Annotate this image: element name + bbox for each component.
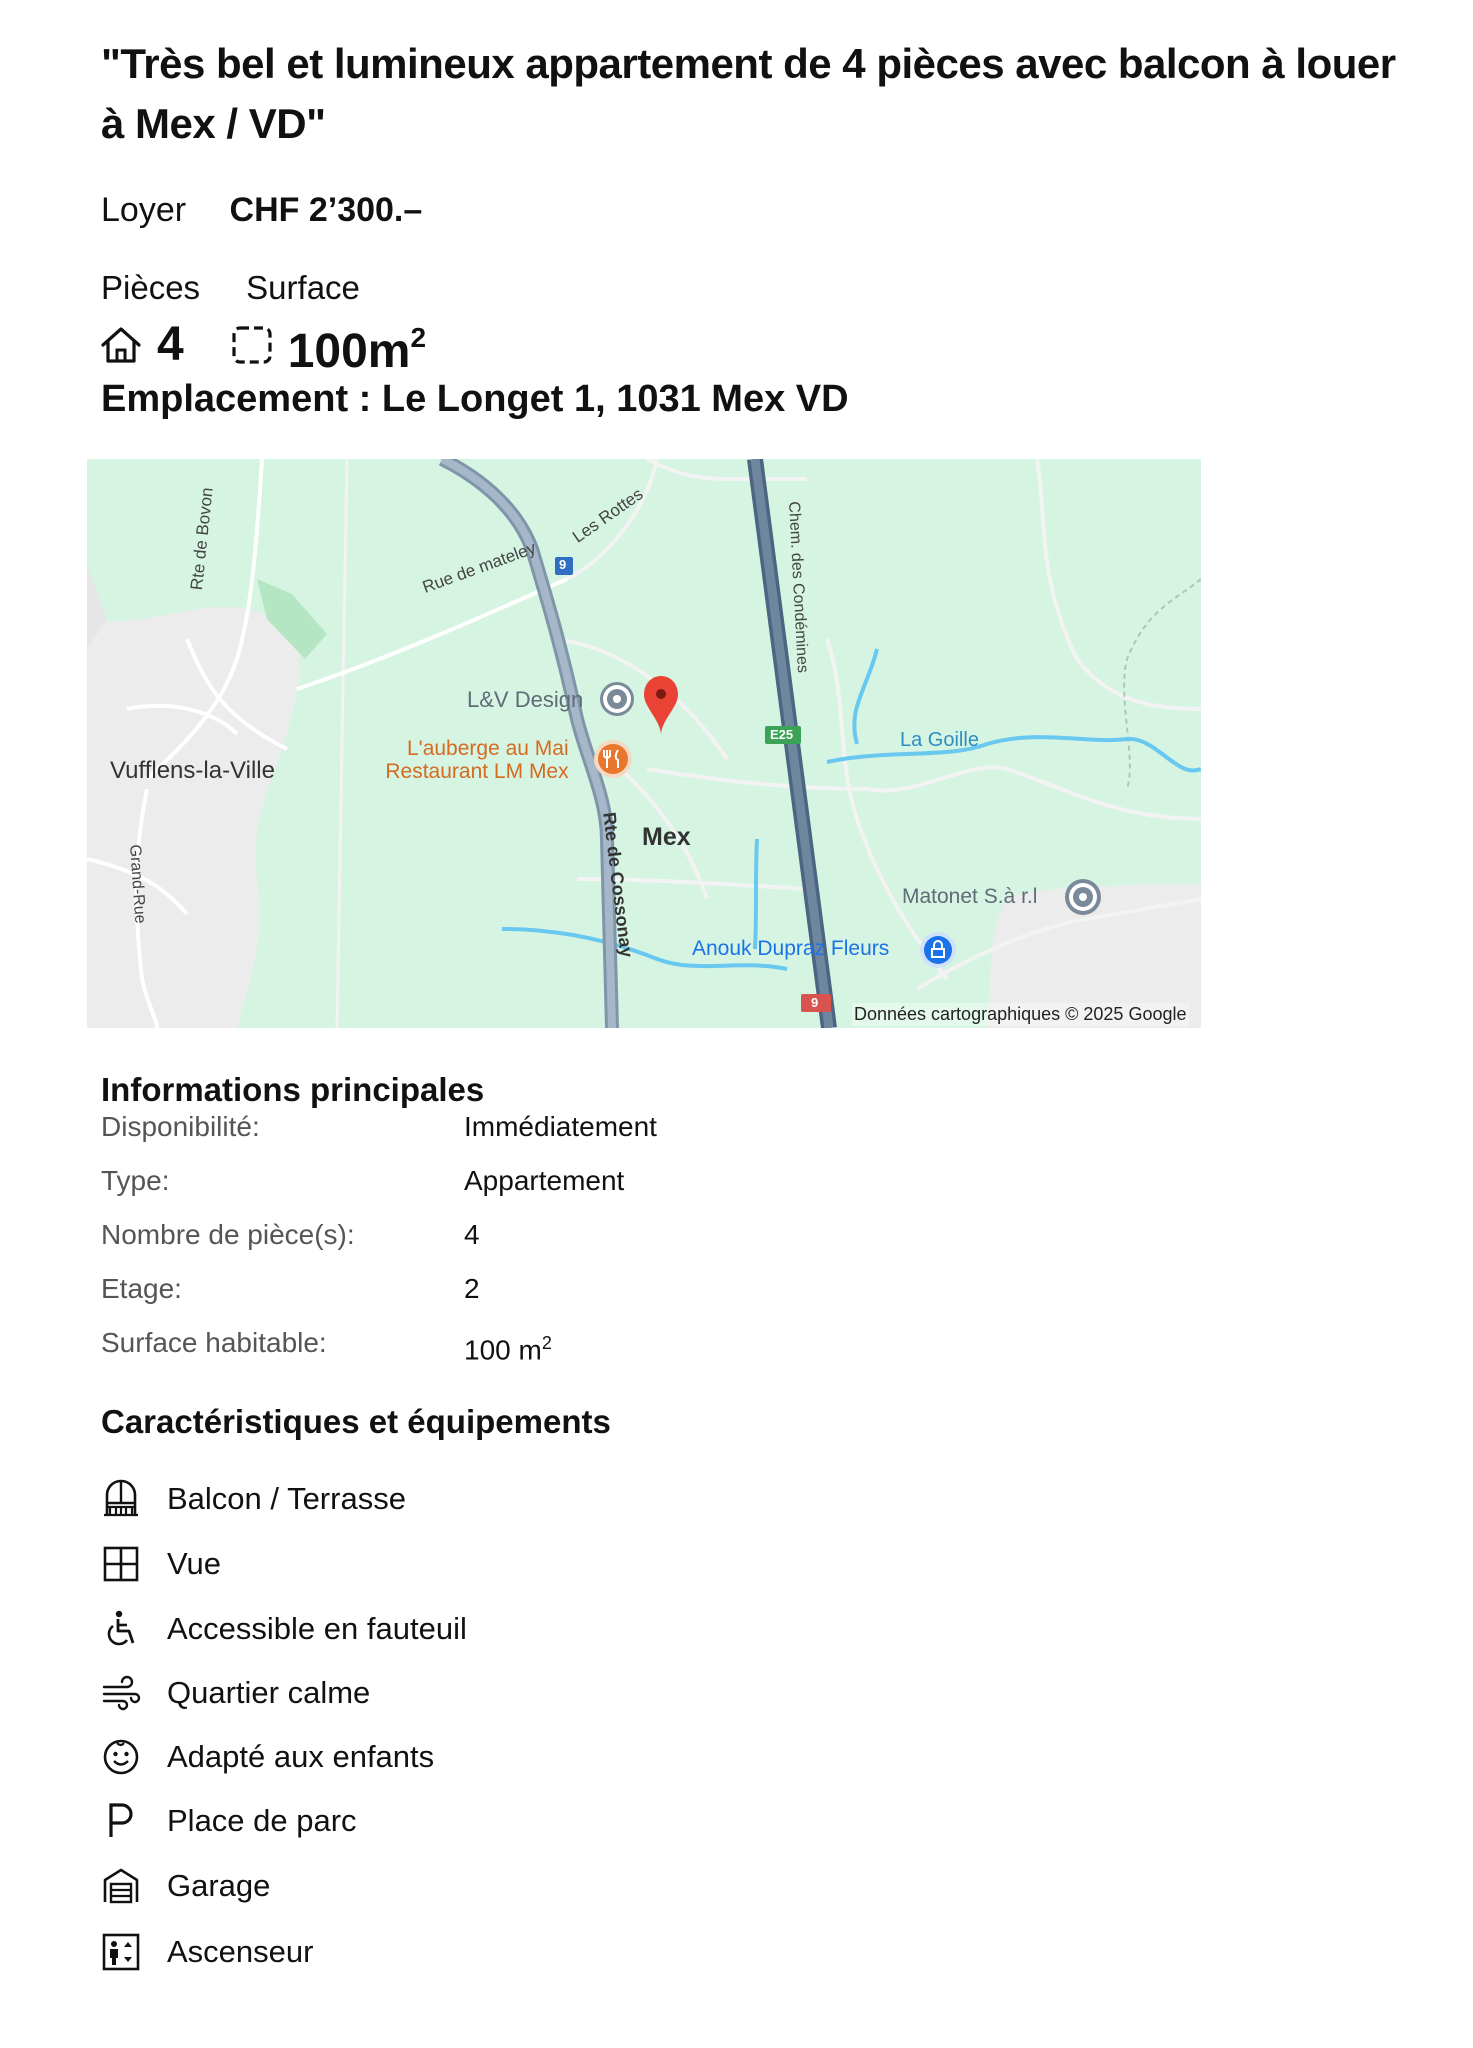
surface-value: $100m^2$ [287,322,427,378]
matonet-marker[interactable] [1065,879,1101,915]
map[interactable] [87,459,1201,1028]
map-canvas[interactable] [87,459,1201,1028]
map-label-auberge-line2: Restaurant LM Mex [385,760,569,783]
restaurant-marker[interactable] [594,740,632,778]
feature-label: Adapté aux enfants [167,1739,435,1774]
info-value-surface: 100 $m^2$ [464,1333,552,1366]
map-label-rue-mateley: Rue de mateley [420,538,539,597]
parking-icon [101,1801,141,1841]
feature-label: Ascenseur [167,1934,314,1969]
info-value: 4 [464,1219,480,1250]
map-label-grand-rue: Grand-Rue [126,844,149,925]
map-label-lv-design[interactable]: L&V Design [467,687,584,712]
map-label-road-9: 9 [559,557,567,572]
garage-icon [101,1866,141,1906]
info-label: Surface habitable: [101,1327,327,1358]
surface-icon [230,323,274,367]
info-value: 2 [464,1273,480,1304]
info-heading: Informations principales [101,1071,485,1108]
info-label: Disponibilité: [101,1111,260,1142]
lv-design-marker[interactable] [600,682,634,716]
map-copyright: Données cartographiques © 2025 Google [854,1004,1187,1024]
feature-item [101,1733,434,1781]
feature-item [101,1928,313,1976]
flower-shop-marker[interactable] [920,932,956,968]
location-line: Emplacement : Le Longet 1, 1031 Mex VD [101,378,849,420]
window-icon [101,1544,141,1584]
feature-item [101,1862,270,1910]
feature-label: Vue [167,1546,222,1581]
map-label-road-e25: E25 [770,727,794,742]
map-label-road-9b: 9 [811,995,819,1010]
map-label-auberge-line1: L'auberge au Mai [407,737,569,760]
location-pin-icon[interactable] [644,676,678,735]
info-value: Appartement [464,1165,625,1196]
map-label-mex[interactable]: Mex [642,823,691,851]
map-label-chem-condemines: Chem. des Condémines [785,501,811,674]
rent-value: CHF 2’300.– [229,191,423,229]
map-label-rte-bovon: Rte de Bovon [187,486,217,591]
stats-row [99,312,426,378]
rooms-label: Pièces [101,269,201,306]
feature-label: Place de parc [167,1803,357,1838]
info-value: Immédiatement [464,1111,657,1142]
feature-label: Balcon / Terrasse [167,1481,406,1516]
map-label-la-goille: La Goille [900,729,979,751]
feature-item [101,1540,221,1588]
info-label: Type: [101,1165,170,1196]
stats-labels [101,266,360,310]
feature-item [101,1605,467,1653]
info-surface-sup: 2 [541,1333,552,1353]
feature-label: Accessible en fauteuil [167,1611,467,1646]
feature-label: Quartier calme [167,1675,371,1710]
rooms-value: 4 [157,318,184,371]
smiley-icon [101,1737,141,1777]
feature-item [101,1669,370,1717]
balcony-icon [101,1479,141,1519]
map-label-anouk[interactable]: Anouk Dupraz Fleurs [692,937,890,960]
map-label-matonet[interactable]: Matonet S.à r.l [902,885,1038,908]
surface-label: Surface [246,269,360,306]
surface-sup: 2 [410,322,427,353]
feature-label: Garage [167,1868,271,1903]
features-heading: Caractéristiques et équipements [101,1403,611,1440]
feature-item [101,1797,357,1845]
map-label-auberge[interactable] [381,737,569,783]
listing-title: "Très bel et lumineux appartement de 4 pièces avec balcon à louer à Mex / VD" [101,40,1396,147]
map-label-vufflens[interactable]: Vufflens-la-Ville [110,757,275,784]
feature-item [101,1475,406,1523]
wheelchair-icon [101,1609,141,1649]
elevator-icon [101,1932,141,1972]
rent-row [101,186,422,234]
wind-icon [101,1673,141,1713]
map-label-les-rottes: Les Rottes [569,484,647,547]
info-label: Etage: [101,1273,182,1304]
house-icon [99,323,143,367]
info-label: Nombre de pièce(s): [101,1219,355,1250]
map-label-rte-cossonay: Rte de Cossonay [599,811,637,959]
rent-label: Loyer [101,191,187,229]
